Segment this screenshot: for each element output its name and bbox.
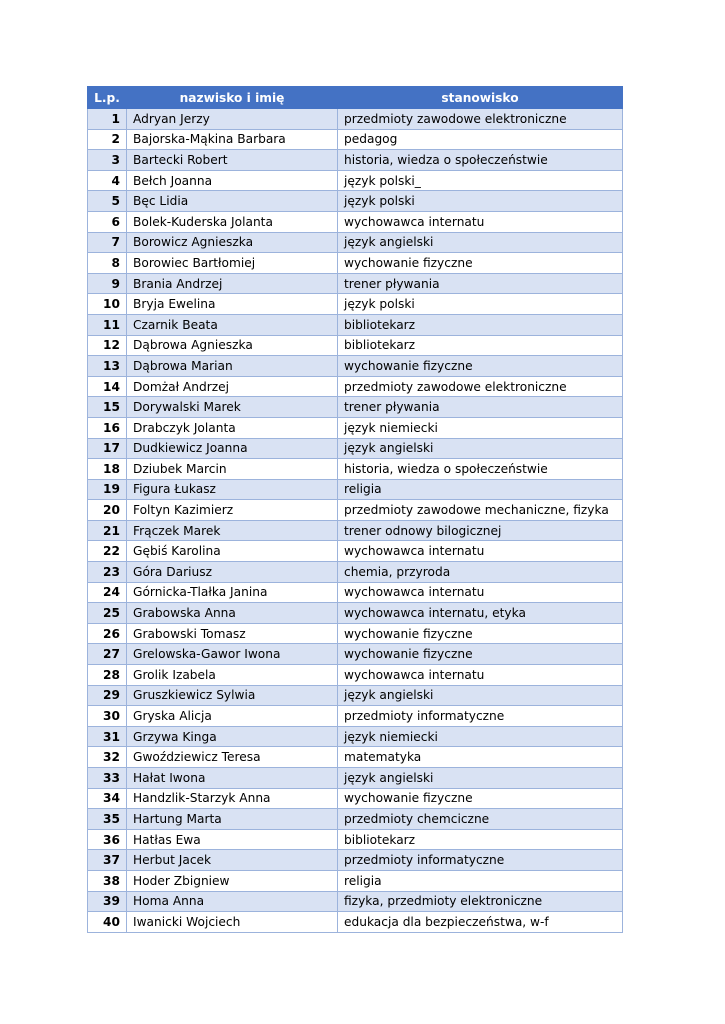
column-header-name: nazwisko i imię (127, 87, 338, 109)
table-row (88, 520, 623, 541)
column-header-lp: L.p. (88, 87, 127, 109)
cell-position: wychowanie fizyczne (338, 623, 623, 644)
cell-name: Iwanicki Wojciech (127, 912, 338, 933)
cell-name: Grolik Izabela (127, 665, 338, 686)
cell-position: wychowawca internatu (338, 665, 623, 686)
cell-lp: 2 (88, 129, 127, 150)
table-row (88, 459, 623, 480)
cell-name: Domżał Andrzej (127, 376, 338, 397)
cell-name: Grabowski Tomasz (127, 623, 338, 644)
staff-table (87, 86, 623, 933)
cell-name: Figura Łukasz (127, 479, 338, 500)
table-row (88, 726, 623, 747)
table-row (88, 129, 623, 150)
cell-lp: 39 (88, 891, 127, 912)
cell-lp: 24 (88, 582, 127, 603)
cell-lp: 33 (88, 768, 127, 789)
table-row (88, 376, 623, 397)
cell-position: religia (338, 479, 623, 500)
cell-position: trener pływania (338, 397, 623, 418)
cell-lp: 37 (88, 850, 127, 871)
cell-position: przedmioty zawodowe mechaniczne, fizyka (338, 500, 623, 521)
table-row (88, 479, 623, 500)
cell-name: Foltyn Kazimierz (127, 500, 338, 521)
cell-lp: 34 (88, 788, 127, 809)
cell-position: bibliotekarz (338, 314, 623, 335)
cell-lp: 20 (88, 500, 127, 521)
cell-position: język angielski (338, 768, 623, 789)
cell-position: chemia, przyroda (338, 562, 623, 583)
cell-position: wychowanie fizyczne (338, 253, 623, 274)
cell-position: pedagog (338, 129, 623, 150)
cell-lp: 31 (88, 726, 127, 747)
table-row (88, 582, 623, 603)
cell-position: przedmioty informatyczne (338, 706, 623, 727)
cell-lp: 23 (88, 562, 127, 583)
cell-position: edukacja dla bezpieczeństwa, w-f (338, 912, 623, 933)
cell-lp: 1 (88, 109, 127, 130)
table-row (88, 500, 623, 521)
cell-position: religia (338, 870, 623, 891)
cell-name: Hatłas Ewa (127, 829, 338, 850)
cell-name: Gruszkiewicz Sylwia (127, 685, 338, 706)
header-row (88, 87, 623, 109)
cell-name: Drabczyk Jolanta (127, 417, 338, 438)
cell-position: wychowanie fizyczne (338, 644, 623, 665)
table-row (88, 747, 623, 768)
cell-name: Hartung Marta (127, 809, 338, 830)
cell-position: przedmioty informatyczne (338, 850, 623, 871)
cell-position: język polski_ (338, 170, 623, 191)
cell-position: język niemiecki (338, 726, 623, 747)
table-row (88, 170, 623, 191)
cell-lp: 19 (88, 479, 127, 500)
cell-lp: 28 (88, 665, 127, 686)
cell-lp: 21 (88, 520, 127, 541)
cell-position: trener pływania (338, 273, 623, 294)
table-row (88, 211, 623, 232)
cell-lp: 29 (88, 685, 127, 706)
cell-lp: 11 (88, 314, 127, 335)
cell-position: język angielski (338, 232, 623, 253)
cell-position: bibliotekarz (338, 335, 623, 356)
cell-name: Gryska Alicja (127, 706, 338, 727)
cell-name: Grelowska-Gawor Iwona (127, 644, 338, 665)
cell-lp: 30 (88, 706, 127, 727)
cell-name: Adryan Jerzy (127, 109, 338, 130)
cell-lp: 32 (88, 747, 127, 768)
cell-lp: 8 (88, 253, 127, 274)
cell-name: Bartecki Robert (127, 150, 338, 171)
cell-name: Bryja Ewelina (127, 294, 338, 315)
table-row (88, 870, 623, 891)
table-row (88, 850, 623, 871)
cell-lp: 36 (88, 829, 127, 850)
cell-name: Brania Andrzej (127, 273, 338, 294)
cell-position: język angielski (338, 438, 623, 459)
cell-position: wychowanie fizyczne (338, 356, 623, 377)
cell-name: Dorywalski Marek (127, 397, 338, 418)
cell-lp: 10 (88, 294, 127, 315)
cell-position: wychowanie fizyczne (338, 788, 623, 809)
table-row (88, 335, 623, 356)
cell-lp: 18 (88, 459, 127, 480)
table-row (88, 665, 623, 686)
cell-name: Bełch Joanna (127, 170, 338, 191)
cell-lp: 3 (88, 150, 127, 171)
cell-lp: 27 (88, 644, 127, 665)
table-row (88, 273, 623, 294)
table-row (88, 829, 623, 850)
cell-name: Góra Dariusz (127, 562, 338, 583)
cell-lp: 17 (88, 438, 127, 459)
cell-position: wychowawca internatu, etyka (338, 603, 623, 624)
table-row (88, 191, 623, 212)
cell-position: historia, wiedza o społeczeństwie (338, 150, 623, 171)
cell-position: wychowawca internatu (338, 582, 623, 603)
table-row (88, 314, 623, 335)
cell-lp: 35 (88, 809, 127, 830)
table-row (88, 706, 623, 727)
cell-name: Dąbrowa Marian (127, 356, 338, 377)
cell-lp: 16 (88, 417, 127, 438)
table-row (88, 294, 623, 315)
cell-lp: 7 (88, 232, 127, 253)
cell-position: przedmioty zawodowe elektroniczne (338, 109, 623, 130)
cell-name: Bęc Lidia (127, 191, 338, 212)
cell-name: Homa Anna (127, 891, 338, 912)
table-row (88, 150, 623, 171)
cell-lp: 13 (88, 356, 127, 377)
cell-position: matematyka (338, 747, 623, 768)
cell-position: przedmioty chemciczne (338, 809, 623, 830)
table-row (88, 438, 623, 459)
cell-position: trener odnowy bilogicznej (338, 520, 623, 541)
cell-position: historia, wiedza o społeczeństwie (338, 459, 623, 480)
table-row (88, 253, 623, 274)
cell-lp: 6 (88, 211, 127, 232)
cell-name: Handzlik-Starzyk Anna (127, 788, 338, 809)
table-header (88, 87, 623, 109)
cell-name: Hoder Zbigniew (127, 870, 338, 891)
table-row (88, 768, 623, 789)
cell-position: przedmioty zawodowe elektroniczne (338, 376, 623, 397)
table-body (88, 109, 623, 933)
cell-name: Czarnik Beata (127, 314, 338, 335)
cell-position: język polski (338, 191, 623, 212)
cell-name: Frączek Marek (127, 520, 338, 541)
table-row (88, 685, 623, 706)
table-row (88, 417, 623, 438)
table-row (88, 809, 623, 830)
cell-position: język angielski (338, 685, 623, 706)
cell-name: Dąbrowa Agnieszka (127, 335, 338, 356)
cell-name: Gębiś Karolina (127, 541, 338, 562)
cell-lp: 40 (88, 912, 127, 933)
table-row (88, 397, 623, 418)
cell-position: język niemiecki (338, 417, 623, 438)
table-row (88, 644, 623, 665)
cell-lp: 9 (88, 273, 127, 294)
table-row (88, 603, 623, 624)
cell-lp: 4 (88, 170, 127, 191)
cell-name: Grzywa Kinga (127, 726, 338, 747)
cell-lp: 12 (88, 335, 127, 356)
cell-position: wychowawca internatu (338, 211, 623, 232)
cell-name: Dziubek Marcin (127, 459, 338, 480)
cell-name: Bolek-Kuderska Jolanta (127, 211, 338, 232)
column-header-position: stanowisko (338, 87, 623, 109)
cell-lp: 22 (88, 541, 127, 562)
table-row (88, 562, 623, 583)
table-row (88, 623, 623, 644)
table-row (88, 356, 623, 377)
cell-position: bibliotekarz (338, 829, 623, 850)
table-row (88, 912, 623, 933)
cell-lp: 38 (88, 870, 127, 891)
cell-lp: 14 (88, 376, 127, 397)
table-row (88, 232, 623, 253)
cell-name: Herbut Jacek (127, 850, 338, 871)
table-row (88, 109, 623, 130)
cell-lp: 26 (88, 623, 127, 644)
cell-name: Górnicka-Tlałka Janina (127, 582, 338, 603)
cell-name: Borowicz Agnieszka (127, 232, 338, 253)
cell-position: wychowawca internatu (338, 541, 623, 562)
cell-name: Dudkiewicz Joanna (127, 438, 338, 459)
cell-lp: 25 (88, 603, 127, 624)
cell-name: Bajorska-Mąkina Barbara (127, 129, 338, 150)
table-row (88, 891, 623, 912)
cell-name: Hałat Iwona (127, 768, 338, 789)
table-row (88, 541, 623, 562)
cell-position: fizyka, przedmioty elektroniczne (338, 891, 623, 912)
table-row (88, 788, 623, 809)
cell-lp: 15 (88, 397, 127, 418)
cell-lp: 5 (88, 191, 127, 212)
cell-name: Grabowska Anna (127, 603, 338, 624)
cell-name: Borowiec Bartłomiej (127, 253, 338, 274)
cell-position: język polski (338, 294, 623, 315)
cell-name: Gwoździewicz Teresa (127, 747, 338, 768)
